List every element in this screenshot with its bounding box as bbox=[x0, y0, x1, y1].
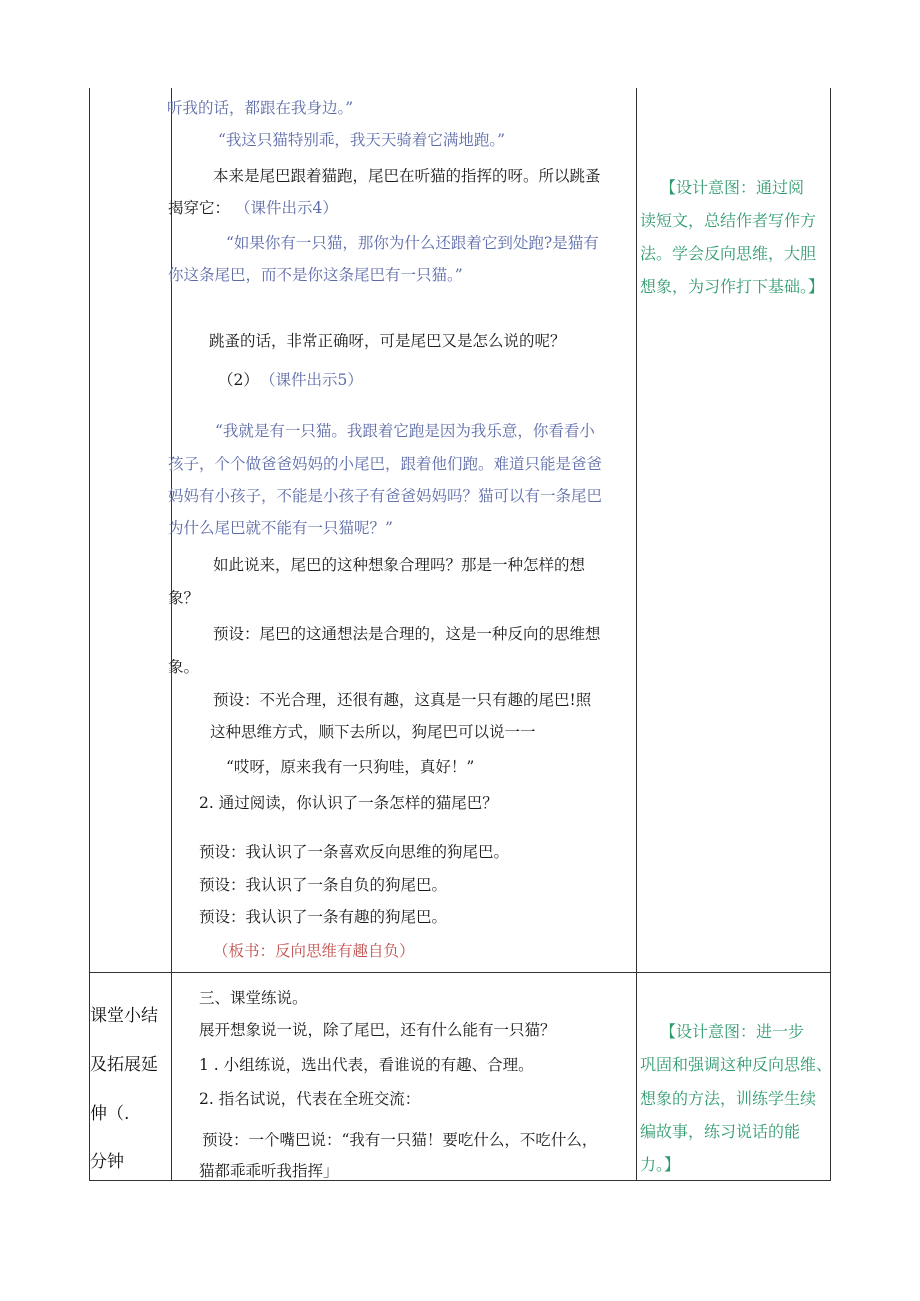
body-line: 跳蚤的话，非常正确呀，可是尾巴又是怎么说的呢？ bbox=[209, 332, 566, 350]
body-line: 如此说来，尾巴的这种想象合理吗？那是一种怎样的想 bbox=[213, 556, 586, 574]
column-divider-1 bbox=[171, 88, 172, 1181]
quote-line: 你这条尾巴，而不是你这条尾巴有一只猫。” bbox=[168, 266, 463, 284]
body-line: 这种思维方式，顺下去所以，狗尾巴可以说一一 bbox=[210, 723, 536, 741]
quote-line: 听我的话，都跟在我身边。” bbox=[167, 99, 354, 117]
quote-line: “我这只猫特别乖，我天天骑着它满地跑。” bbox=[218, 131, 506, 149]
body-line: 揭穿它： bbox=[168, 199, 231, 217]
section-heading: 三、课堂练说。 bbox=[199, 989, 308, 1007]
quote-line: 孩子，个个做爸爸妈妈的小尾巴，跟着他们跑。难道只能是爸爸 bbox=[168, 455, 603, 473]
note-line: 巩固和强调这种反向思维、 bbox=[640, 1055, 833, 1074]
table-right-border bbox=[830, 88, 831, 1181]
note-line: 想象，为习作打下基础。】 bbox=[640, 277, 825, 296]
list-item: 2. 指名试说，代表在全班交流： bbox=[199, 1090, 421, 1108]
body-line: 象。 bbox=[168, 658, 200, 676]
body-line: 展开想象说一说，除了尾巴，还有什么能有一只猫？ bbox=[199, 1021, 556, 1039]
list-item: 1 . 小组练说，选出代表，看谁说的有趣、合理。 bbox=[199, 1056, 534, 1074]
quote-line: 妈妈有小孩子，不能是小孩子有爸爸妈妈吗？猫可以有一条尾巴 bbox=[168, 487, 603, 505]
note-line: 编故事，练习说话的能 bbox=[640, 1122, 801, 1141]
preset-line: 预设：我认识了一条有趣的狗尾巴。 bbox=[199, 908, 448, 926]
sub-number: （2） bbox=[218, 371, 259, 389]
column-divider-2 bbox=[636, 88, 637, 1181]
preset-line: 预设：我认识了一条喜欢反向思维的狗尾巴。 bbox=[199, 843, 510, 861]
quote-line: 为什么尾巴就不能有一只猫呢？” bbox=[168, 519, 393, 537]
note-line: 读短文，总结作者写作方 bbox=[640, 211, 817, 230]
note-line: 想象的方法，训练学生续 bbox=[640, 1089, 817, 1108]
quote-line: “我就是有一只猫。我跟着它跑是因为我乐意，你看看小 bbox=[215, 422, 595, 440]
label-line: 及拓展延 bbox=[90, 1055, 158, 1075]
preset-line: 猫都乖乖听我指挥」 bbox=[199, 1162, 339, 1180]
note-line: 法。学会反向思维，大胆 bbox=[640, 244, 817, 263]
row-divider bbox=[89, 972, 831, 973]
preset-line: 预设：不光合理，还很有趣，这真是一只有趣的尾巴!照 bbox=[213, 691, 592, 709]
courseware-ref: （课件出示4） bbox=[235, 199, 338, 217]
preset-line: 预设：一个嘴巴说：“我有一只猫！要吃什么，不吃什么， bbox=[202, 1131, 598, 1149]
label-line: 分钟 bbox=[90, 1152, 124, 1172]
body-line: 象？ bbox=[168, 589, 200, 607]
board-note: （板书：反向思维有趣自负） bbox=[213, 942, 415, 960]
body-line: 本来是尾巴跟着猫跑，尾巴在听猫的指挥的呀。所以跳蚤 bbox=[213, 167, 601, 185]
note-line: 【设计意图：进一步 bbox=[660, 1022, 805, 1041]
quote-line: “哎呀，原来我有一只狗哇，真好！” bbox=[226, 758, 475, 776]
preset-line: 预设：我认识了一条自负的狗尾巴。 bbox=[199, 876, 448, 894]
label-line: 伸（. bbox=[90, 1104, 130, 1124]
note-line: 力。】 bbox=[640, 1155, 681, 1174]
quote-line: “如果你有一只猫，那你为什么还跟着它到处跑?是猫有 bbox=[226, 234, 599, 252]
preset-line: 预设：尾巴的这通想法是合理的，这是一种反向的思维想 bbox=[213, 625, 601, 643]
courseware-ref: （课件出示5） bbox=[260, 371, 363, 389]
question-line: 2. 通过阅读，你认识了一条怎样的猫尾巴？ bbox=[199, 794, 498, 812]
label-line: 课堂小结 bbox=[90, 1006, 158, 1026]
note-line: 【设计意图：通过阅 bbox=[660, 178, 805, 197]
